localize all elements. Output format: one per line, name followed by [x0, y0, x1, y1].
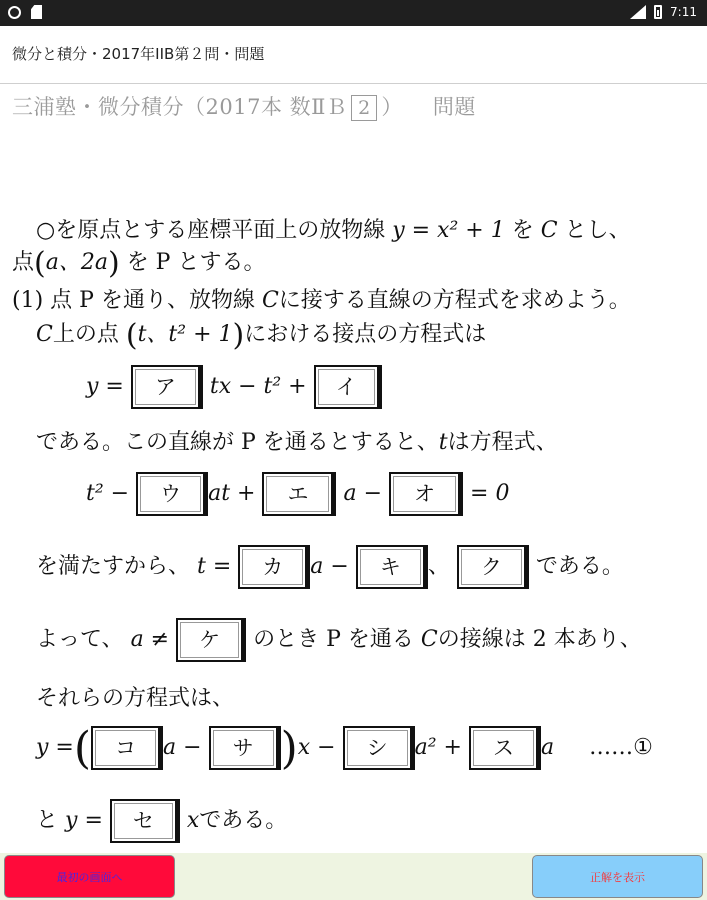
problem-line-8 [36, 545, 624, 589]
text-l12a: と [36, 808, 59, 833]
eq3-label: ……① [589, 735, 653, 760]
text-l6b: は方程式、 [447, 430, 558, 455]
text-l9a: よって、 [36, 627, 124, 652]
problem-line-6 [36, 425, 558, 456]
bottom-bar [0, 853, 707, 900]
sd-card-icon [31, 5, 42, 19]
answer-box-shi[interactable]: シ [343, 726, 415, 770]
problem-line-2: 点(a、2a) を P とする。 [12, 246, 266, 281]
curve-c-4: C [420, 627, 438, 652]
eq3-c: x − [297, 735, 336, 760]
answer-box-ku[interactable]: ク [457, 545, 529, 589]
answer-box-ko[interactable]: コ [91, 726, 163, 770]
eq3-a: y = [36, 735, 74, 760]
y-eq: y = [65, 808, 103, 833]
text-l4a: 上の点 [52, 322, 119, 347]
text-l8c: である。 [535, 554, 624, 579]
eq1-lhs: y = [86, 374, 124, 399]
text-l1d: とし、 [564, 218, 631, 243]
text-l2a: 点 [12, 250, 35, 275]
problem-line-10 [36, 681, 234, 712]
answer-box-ke[interactable]: ケ [176, 618, 246, 662]
text-l2b: を P とする。 [126, 250, 266, 275]
text-l1a: ○を原点とする座標平面上の放物線 [36, 218, 386, 243]
answer-box-ki[interactable]: キ [356, 545, 428, 589]
a-neq: a ≠ [130, 627, 170, 652]
text-l1b: を [511, 218, 534, 243]
eq2-d: = 0 [470, 481, 510, 506]
answer-box-u[interactable]: ウ [136, 472, 208, 516]
answer-box-se[interactable]: セ [110, 799, 180, 843]
problem-line-9 [36, 618, 642, 662]
eq3-b: a − [163, 735, 202, 760]
answer-box-sa[interactable]: サ [209, 726, 281, 770]
app-title: 微分と積分・2017年IIB第２問・問題 [0, 26, 707, 84]
t-eq: t = [197, 554, 232, 579]
text-l9b: のとき P を通る [253, 627, 414, 652]
answer-box-ka[interactable]: カ [238, 545, 310, 589]
subtitle-label: 問題 [432, 95, 476, 119]
eq3-d: a² + [414, 735, 462, 760]
parabola-equation: y = x² + 1 [392, 218, 505, 243]
text-l9d: の接線は 2 本あり、 [437, 627, 642, 652]
battery-icon [654, 5, 662, 19]
problem-line-3 [12, 283, 631, 314]
text-l3b: に接する直線の方程式を求めよう。 [278, 288, 631, 313]
equation-2 [86, 472, 509, 516]
answer-box-e[interactable]: エ [262, 472, 336, 516]
curve-c: C [540, 218, 558, 243]
text-l6: である。この直線が P を通るとすると、 [36, 430, 439, 455]
eq2-b: at + [208, 481, 256, 506]
answer-box-o[interactable]: オ [389, 472, 463, 516]
problem-subtitle [12, 91, 476, 121]
problem-number-box: 2 [351, 95, 377, 121]
l8-b: a − [310, 554, 349, 579]
tangent-point-coords: t、t² + 1 [137, 322, 233, 347]
text-l3: (1) 点 P を通り、放物線 [12, 288, 255, 313]
equation-3: y =( コ a − サ )x − シ a² + ス a ……① [36, 723, 653, 774]
eq2-c: a − [343, 481, 383, 506]
signal-icon [630, 5, 646, 19]
equation-1 [86, 365, 382, 409]
text-l12c: である。 [199, 808, 288, 833]
text-l10: それらの方程式は、 [36, 686, 235, 711]
eq3-e: a [540, 735, 555, 760]
var-t: t [438, 430, 448, 455]
point-p-coords: a、2a [45, 250, 108, 275]
subtitle-close: ） [381, 95, 403, 119]
first-screen-button[interactable]: 最初の画面へ [4, 855, 175, 898]
l8-sep: 、 [427, 554, 450, 579]
answer-box-a[interactable]: ア [131, 365, 203, 409]
answer-box-i[interactable]: イ [314, 365, 382, 409]
var-x: x [186, 808, 200, 833]
problem-line-4: C上の点 (t、t² + 1)における接点の方程式は [36, 318, 487, 353]
subtitle-text: 三浦塾・微分積分（2017本 数ⅡＢ [12, 95, 348, 119]
problem-line-12 [36, 799, 287, 843]
status-bar [0, 0, 707, 26]
curve-c-2: C [261, 288, 279, 313]
show-answer-button[interactable]: 正解を表示 [532, 855, 703, 898]
answer-box-su[interactable]: ス [469, 726, 541, 770]
problem-content[interactable] [0, 85, 707, 853]
notification-circle-icon [8, 6, 21, 19]
status-time: 7:11 [670, 5, 697, 19]
text-l4b: における接点の方程式は [244, 322, 487, 347]
curve-c-3: C [36, 322, 53, 347]
eq2-a: t² − [86, 481, 130, 506]
eq1-mid: tx − t² + [209, 374, 307, 399]
text-l8a: を満たすから、 [36, 554, 191, 579]
problem-line-1 [36, 213, 631, 244]
